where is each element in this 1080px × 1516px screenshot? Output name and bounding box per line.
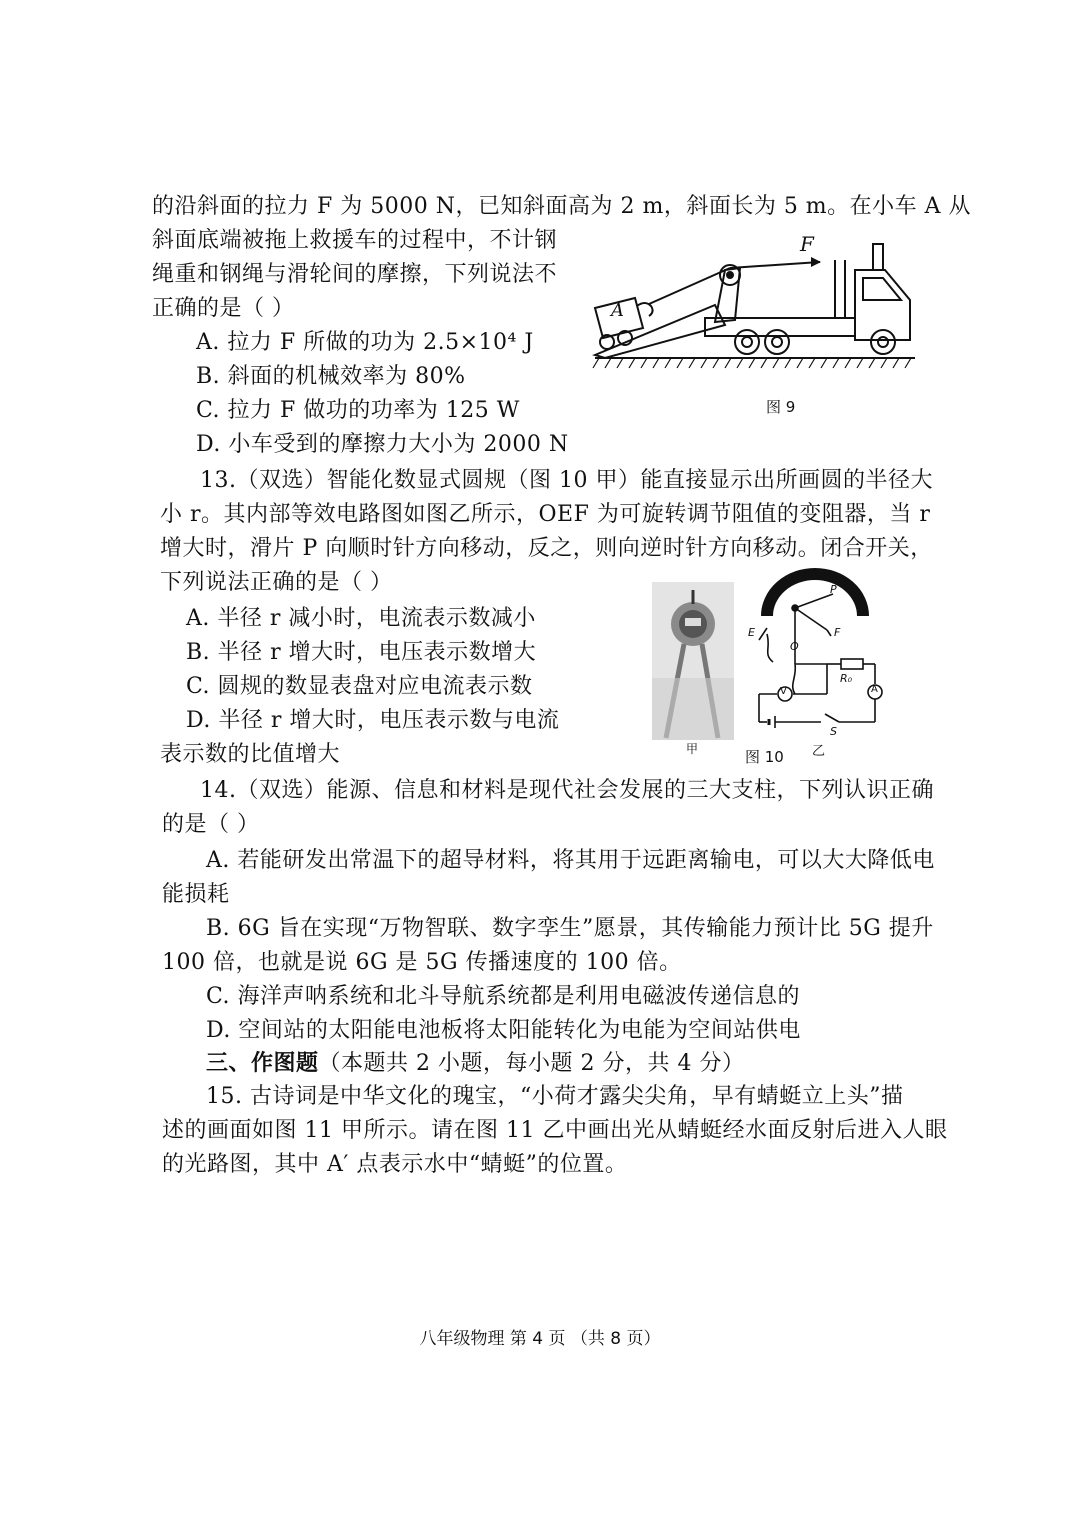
figure-10-yi-circuit (745, 568, 895, 738)
figure-10-label-p: P (830, 583, 837, 596)
q14-option-a-2: 能损耗 (162, 882, 230, 907)
q12-option-c: C. 拉力 F 做功的功率为 125 W (196, 398, 520, 423)
figure-9-label-a: A (611, 300, 624, 321)
figure-9-tow-truck (585, 230, 925, 380)
q13-option-c: C. 圆规的数显表盘对应电流表示数 (186, 674, 533, 699)
figure-10-jia-compass-photo (652, 582, 734, 740)
q12-line-2: 斜面底端被拖上救援车的过程中，不计钢 (152, 228, 558, 253)
figure-10-label-yi: 乙 (812, 744, 826, 759)
q12-line-1: 的沿斜面的拉力 F 为 5000 N，已知斜面高为 2 m，斜面长为 5 m。在小车 A 从 (152, 194, 972, 219)
page-footer: 八年级物理 第 4 页 （共 8 页） (419, 1329, 661, 1349)
figure-9-caption: 图 9 (766, 398, 796, 416)
q14-line-2: 的是（ ） (162, 812, 260, 837)
figure-10-label-a: A (871, 684, 878, 695)
q13-line-1: 13.（双选）智能化数显式圆规（图 10 甲）能直接显示出所画圆的半径大 (200, 468, 933, 493)
q15-line-2: 述的画面如图 11 甲所示。请在图 11 乙中画出光从蜻蜓经水面反射后进入人眼 (162, 1118, 948, 1143)
figure-10-caption: 图 10 (745, 748, 784, 766)
q13-option-b: B. 半径 r 增大时，电压表示数增大 (186, 640, 537, 665)
q12-option-b: B. 斜面的机械效率为 80% (196, 364, 466, 389)
figure-10-label-o: O (790, 640, 799, 653)
q14-line-1: 14.（双选）能源、信息和材料是现代社会发展的三大支柱，下列认识正确 (200, 778, 934, 803)
q13-option-d-2: 表示数的比值增大 (160, 742, 341, 767)
figure-10-label-s: S (830, 725, 837, 738)
q14-option-c: C. 海洋声呐系统和北斗导航系统都是利用电磁波传递信息的 (206, 984, 801, 1009)
section-3-note: （本题共 2 小题，每小题 2 分，共 4 分） (318, 1051, 745, 1076)
figure-9-label-f: F (800, 232, 814, 256)
figure-10-label-v: V (780, 686, 787, 697)
figure-10-label-e: E (748, 626, 755, 639)
q13-line-2: 小 r。其内部等效电路图如图乙所示，OEF 为可旋转调节阻值的变阻器，当 r (160, 502, 931, 527)
q15-line-1: 15. 古诗词是中华文化的瑰宝，“小荷才露尖尖角，早有蜻蜓立上头”描 (206, 1084, 904, 1109)
section-3-title: 三、作图题 (206, 1050, 319, 1076)
figure-10-label-r0: R₀ (840, 672, 853, 685)
q12-option-d: D. 小车受到的摩擦力大小为 2000 N (196, 432, 569, 457)
q12-line-4: 正确的是（ ） (152, 296, 295, 321)
q14-option-d: D. 空间站的太阳能电池板将太阳能转化为电能为空间站供电 (206, 1018, 801, 1043)
q13-line-3: 增大时，滑片 P 向顺时针方向移动，反之，则向逆时针方向移动。闭合开关， (160, 536, 933, 561)
q14-option-a-1: A. 若能研发出常温下的超导材料，将其用于远距离输电，可以大大降低电 (206, 848, 935, 873)
figure-10-label-f: F (834, 626, 841, 639)
q12-line-3: 绳重和钢绳与滑轮间的摩擦，下列说法不 (152, 262, 558, 287)
q13-option-a: A. 半径 r 减小时，电流表示数减小 (186, 606, 536, 631)
q14-option-b-2: 100 倍，也就是说 6G 是 5G 传播速度的 100 倍。 (162, 950, 682, 975)
q13-line-4: 下列说法正确的是（ ） (160, 570, 393, 595)
q13-option-d-1: D. 半径 r 增大时，电压表示数与电流 (186, 708, 560, 733)
q15-line-3: 的光路图，其中 A′ 点表示水中“蜻蜓”的位置。 (162, 1152, 628, 1177)
figure-10-label-jia: 甲 (686, 742, 699, 756)
q14-option-b-1: B. 6G 旨在实现“万物智联、数字孪生”愿景，其传输能力预计比 5G 提升 (206, 916, 934, 941)
q12-option-a: A. 拉力 F 所做的功为 2.5×10⁴ J (196, 330, 534, 355)
section-3-heading (206, 1048, 744, 1079)
